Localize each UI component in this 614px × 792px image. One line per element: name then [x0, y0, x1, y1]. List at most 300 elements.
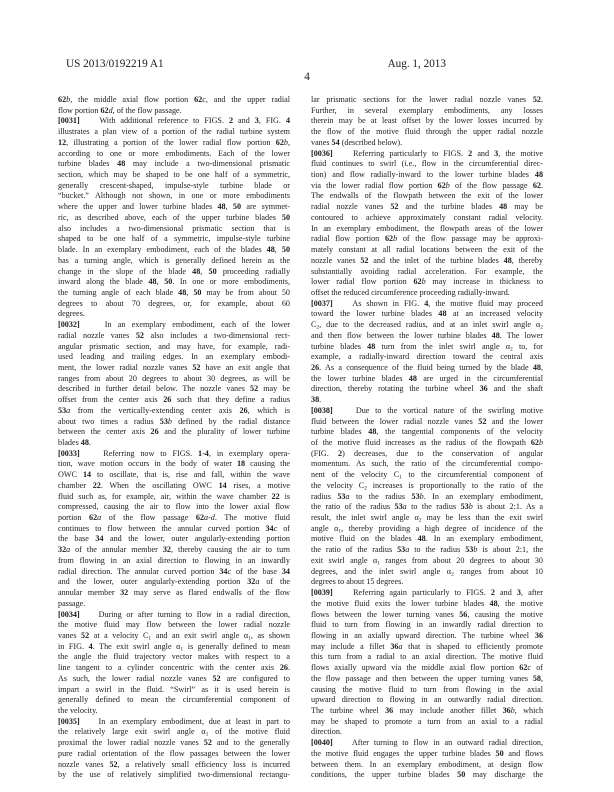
bold-ref: 52	[81, 630, 90, 640]
text-line	[311, 224, 543, 235]
text-line	[58, 760, 290, 771]
text-run: fluid between the lower radial nozzle vanes	[311, 416, 479, 426]
text-line	[58, 481, 290, 492]
text-line	[58, 191, 290, 202]
bold-ref: 34	[265, 523, 274, 533]
bold-ref: 48	[192, 266, 201, 276]
bold-ref: 2	[338, 448, 343, 458]
text-run: b	[468, 502, 473, 512]
text-run: degrees, and the inlet swirl angle α	[311, 566, 452, 576]
text-run: shaped to be one half of a symmetric, impulse-style turbine	[58, 234, 290, 244]
text-line	[311, 138, 543, 149]
text-run: , the tangential components of the velocity	[376, 427, 543, 437]
text-run: the lower turbine blades	[311, 373, 409, 383]
bold-ref: 1-4	[198, 448, 209, 458]
bold-ref: 48	[217, 202, 226, 212]
text-line	[58, 524, 290, 535]
text-run: b	[421, 277, 426, 287]
text-line	[58, 685, 290, 696]
bold-ref: 48	[80, 438, 89, 447]
text-line	[311, 770, 543, 781]
text-run: may be from about 50	[201, 287, 290, 297]
text-run: , due to the decreased radius, and at an inlet swirl angle α	[319, 320, 541, 330]
text-run: this turn from a radial to an axial direction. The motive fluid	[311, 652, 543, 662]
text-column-right	[311, 95, 543, 781]
text-run: and the inlet of the turbine blades	[368, 255, 504, 265]
text-line	[311, 159, 543, 170]
text-run: ,	[540, 673, 543, 683]
text-run: and the lower, outer angularly-extending portion	[103, 534, 290, 544]
text-run: is about 2:1, the	[477, 545, 543, 555]
text-run: via the lower radial flow portion	[311, 180, 438, 190]
text-run: the motive fluid exits the lower turbine blades	[311, 598, 490, 608]
text-run: are configured to	[220, 673, 290, 683]
text-run: conditions, the upper turbine blades	[311, 770, 458, 780]
bold-ref: 14	[218, 480, 227, 490]
text-run: a	[66, 545, 71, 555]
text-run: of	[277, 523, 290, 533]
bold-ref: 62	[58, 95, 67, 104]
text-run: ,	[274, 245, 282, 255]
text-line	[311, 127, 543, 138]
text-run: proximal the lower radial nozzle vanes	[58, 738, 204, 748]
text-run: fluid to turn from flowing in an inwardly radial direction to	[311, 620, 543, 630]
text-run: is about 2:1. As a	[472, 502, 543, 512]
text-run: may be	[507, 202, 543, 212]
text-line	[58, 352, 290, 363]
text-run: fluid continues to swirl (i.e., flow in the circumferential direc-	[311, 159, 543, 169]
text-line	[58, 588, 290, 599]
text-line	[58, 556, 290, 567]
text-run: are symmet-	[241, 202, 290, 212]
bold-ref: 53	[465, 545, 474, 555]
bold-ref: 53	[411, 491, 420, 501]
text-run: a	[402, 502, 407, 512]
text-run: , the motive fluid may proceed	[428, 298, 543, 308]
subscript: 2	[364, 485, 367, 492]
text-run: the base	[58, 534, 96, 544]
text-run: exit swirl angle α	[311, 555, 378, 565]
text-run: degrees to about 70 degrees, or, for example, about 60	[58, 298, 290, 308]
text-run: In an exemplary embodiment, due at least in part to	[79, 716, 290, 726]
bold-ref: 3	[494, 148, 499, 158]
text-line	[311, 213, 543, 224]
text-run: With additional reference to FIGS.	[79, 116, 229, 126]
text-run: the flow passage and then between the upper turning vanes	[311, 673, 533, 683]
bold-ref: 26	[279, 663, 288, 673]
text-line	[311, 717, 543, 728]
text-line	[58, 717, 290, 728]
bold-ref: 32	[247, 577, 256, 587]
bold-ref: 48	[148, 277, 157, 287]
bold-ref: 48	[491, 330, 500, 340]
bold-ref: 3	[516, 588, 521, 598]
bold-ref: 50	[232, 202, 242, 212]
text-run: also includes a two-dimensional prismatic section that is	[58, 223, 290, 233]
text-run: , thereby	[511, 255, 543, 265]
text-line	[58, 599, 290, 610]
bold-ref: 34	[95, 534, 104, 544]
text-line	[58, 159, 290, 170]
bold-ref: 53	[460, 502, 469, 512]
bold-ref: 22	[271, 491, 280, 501]
text-run: flow portion	[58, 105, 101, 115]
text-run: the ratio of the radius	[311, 502, 395, 512]
text-run: to the radius	[406, 502, 461, 512]
text-run: of the	[259, 577, 290, 587]
text-line	[58, 384, 290, 395]
text-run: blade. In an exemplary embodiment, each of the blades	[58, 245, 267, 255]
text-line	[58, 502, 290, 513]
text-line	[311, 513, 543, 524]
text-run: and to the generally	[211, 738, 290, 748]
text-run: substantially avoiding radial acceleration. For example, the	[311, 266, 543, 276]
text-run: such that they define a radius	[171, 395, 290, 405]
text-line	[58, 631, 290, 642]
text-run: flows between the lower turning vanes	[311, 609, 460, 619]
text-run: to the radius	[409, 545, 466, 555]
bold-ref: 22	[92, 480, 101, 490]
text-run: passage.	[58, 598, 86, 608]
text-line	[311, 588, 543, 599]
text-run: Referring now to FIGS.	[79, 448, 199, 458]
text-run: b	[393, 234, 398, 244]
text-run: radial direction. The annular curved portion	[58, 566, 220, 576]
text-run: ranges from about 10	[453, 566, 543, 576]
bold-ref: [0032]	[58, 320, 80, 330]
text-line	[311, 116, 543, 127]
text-run: result, the inlet swirl angle α	[311, 513, 419, 523]
text-run: The endwalls of the flowpath between the exit of the lower	[311, 191, 543, 201]
text-run: , the motive	[497, 598, 543, 608]
text-run: ric, as described above, each of the upper turbine blades	[58, 212, 282, 222]
subscript: 1	[205, 731, 209, 738]
text-line	[311, 631, 543, 642]
text-run: b	[283, 137, 288, 147]
text-run: , of the flow passage.	[112, 105, 182, 115]
text-run: of the flow passage	[101, 513, 196, 523]
text-line	[58, 288, 290, 299]
text-run: direction, thereby rotating the turbine wheel	[311, 384, 480, 394]
text-run: nozzle vanes	[311, 255, 361, 265]
text-run: , the motive	[498, 148, 543, 158]
text-run: degrees to about 15 degrees.	[311, 577, 404, 587]
text-line	[58, 181, 290, 192]
text-run: , illustrating a portion of the lower radial flow portion	[66, 137, 276, 147]
text-run: and flows	[503, 748, 544, 758]
text-run: .	[540, 95, 543, 104]
bold-ref: 48	[438, 309, 447, 319]
bold-ref: 4	[88, 641, 93, 651]
text-run: blades	[58, 438, 81, 447]
text-line	[58, 213, 290, 224]
text-run: the angle the fluid trajectory vector makes with respect to a	[58, 652, 290, 662]
text-run: The turbine wheel	[311, 705, 386, 715]
text-run: defined by the radial distance	[171, 416, 290, 426]
text-line	[311, 470, 543, 481]
bold-ref: 53	[58, 405, 67, 415]
subscript: 2	[418, 517, 422, 524]
text-line	[58, 374, 290, 385]
text-line	[311, 438, 543, 449]
text-run: , as shown	[250, 630, 290, 640]
text-line	[311, 384, 543, 395]
text-line	[58, 770, 290, 781]
text-run: chamber	[58, 480, 93, 490]
text-run: c	[527, 663, 531, 673]
text-run: a	[405, 545, 410, 555]
text-line	[311, 256, 543, 267]
bold-ref: 48	[367, 341, 376, 351]
text-run: . The exit swirl angle α	[92, 641, 181, 651]
text-run: (FIG.	[311, 448, 339, 458]
text-line	[58, 492, 290, 503]
bold-ref: 50	[208, 266, 217, 276]
text-run: offset from the center axis	[58, 395, 164, 405]
text-line	[311, 288, 543, 299]
text-line	[58, 277, 290, 288]
text-run: a-d	[204, 513, 215, 523]
bold-ref: 52	[109, 759, 118, 769]
text-run: mately constant at all radial locations between the exit of the	[311, 245, 543, 255]
bold-ref: 4	[285, 116, 290, 126]
bold-ref: 62	[532, 180, 541, 190]
text-line	[58, 363, 290, 374]
text-line	[311, 556, 543, 567]
bold-ref: 32	[58, 545, 67, 555]
text-run: about two times a radius	[58, 416, 160, 426]
bold-ref: 2	[490, 588, 495, 598]
text-run: b	[445, 180, 450, 190]
text-run: angle α	[311, 523, 339, 533]
bold-ref: 14	[82, 470, 92, 480]
text-line	[58, 170, 290, 181]
text-run: pure radial orientation of the flow passages between the lower	[58, 748, 290, 758]
text-run: c	[227, 566, 232, 576]
text-line	[58, 342, 290, 353]
text-line	[58, 449, 290, 460]
text-run: .	[540, 180, 543, 190]
text-run: ranges from about 20 degrees to about 30	[379, 555, 543, 565]
bold-ref: 52	[135, 330, 144, 340]
text-run: described in further detail below. The nozzle vanes	[58, 384, 250, 394]
text-run: of	[530, 663, 543, 673]
bold-ref: 36	[502, 705, 511, 715]
text-run: (described below).	[339, 137, 403, 147]
text-line	[311, 191, 543, 202]
text-line	[58, 427, 290, 438]
text-run: between them. In an exemplary embodiment, at design flow	[311, 759, 543, 769]
text-run: , the middle axial flow portion	[70, 95, 195, 104]
bold-ref: 3	[254, 116, 259, 126]
text-run: and the turbine blades	[398, 202, 500, 212]
text-run: , FIG.	[258, 116, 286, 126]
text-run: Referring particularly to FIGS.	[332, 148, 469, 158]
bold-ref: 26	[311, 362, 320, 372]
bold-ref: 50	[193, 287, 202, 297]
bold-ref: 62	[413, 277, 422, 287]
text-run: may be shaped to promote a turn from an axial to a radial	[311, 716, 543, 726]
text-line	[311, 492, 543, 503]
bold-ref: 62	[195, 513, 205, 523]
text-run: “bucket.” Although not shown, in one or more embodiments	[58, 191, 290, 201]
text-run: rises, a motive	[226, 480, 290, 490]
text-run: according to one or more embodiments. Each of the lower	[58, 148, 290, 158]
bold-ref: 50	[164, 277, 173, 287]
bold-ref: 53	[159, 416, 168, 426]
bold-ref: 48	[534, 170, 543, 180]
text-run: to, for	[512, 341, 543, 351]
text-run: may discharge the	[465, 770, 543, 780]
text-line	[311, 320, 543, 331]
bold-ref: 53	[397, 545, 406, 555]
text-line	[311, 749, 543, 760]
bold-ref: 2	[468, 148, 473, 158]
text-line	[58, 267, 290, 278]
text-run: to the circumferential component of	[401, 470, 543, 480]
text-run: where the upper and lower turbine blades	[58, 202, 218, 212]
text-line	[311, 234, 543, 245]
subscript: 2	[510, 346, 513, 353]
text-run: may include a two-dimensional prismatic	[125, 159, 290, 169]
text-run: the velocity C	[311, 480, 365, 490]
text-run: generally defined to mean the circumferential component of	[58, 695, 290, 705]
text-line	[311, 760, 543, 771]
bold-ref: 48	[368, 427, 377, 437]
text-run: from the vertically-extending center axis	[70, 405, 240, 415]
text-run: After turning to flow in an outward radial direction,	[332, 738, 543, 748]
text-line	[58, 695, 290, 706]
text-run: a	[66, 405, 71, 415]
text-line	[58, 706, 290, 717]
text-line	[58, 331, 290, 342]
bold-ref: 52	[203, 738, 212, 748]
bold-ref: 53	[394, 502, 403, 512]
bold-ref: 52	[212, 673, 221, 683]
bold-ref: 48	[532, 362, 541, 372]
text-line	[58, 738, 290, 749]
bold-ref: 34	[281, 566, 290, 576]
text-run: turbine blades	[311, 341, 368, 351]
text-line	[311, 685, 543, 696]
text-run: at an increased velocity	[446, 309, 543, 319]
bold-ref: 32	[162, 545, 171, 555]
bold-ref: 62	[275, 137, 284, 147]
page-number: 4	[304, 71, 310, 83]
bold-ref: 50	[495, 748, 504, 758]
text-run: As such, the lower radial nozzle vanes	[58, 673, 213, 683]
text-line	[58, 245, 290, 256]
text-run: Further, in several exemplary embodiments, any losses	[311, 105, 543, 115]
bold-ref: 36	[534, 630, 543, 640]
bold-ref: 34	[219, 566, 228, 576]
text-run: , a relatively small efficiency loss is incurred	[117, 759, 290, 769]
text-line	[311, 545, 543, 556]
text-line	[311, 459, 543, 470]
text-run: . When the oscillating OWC	[100, 480, 219, 490]
text-run: b	[473, 545, 478, 555]
text-run: line tangent to a cylinder concentric with the center axis	[58, 663, 280, 673]
text-run: In an exemplary embodiment, each of the lower	[79, 320, 290, 330]
text-run: d	[108, 105, 113, 115]
text-line	[58, 224, 290, 235]
publication-date: Aug. 1, 2013	[387, 58, 446, 70]
text-run: has a turning angle, which is generally defined herein as the	[58, 255, 290, 265]
text-run: , thereby providing a high degree of incidence of the	[341, 523, 544, 533]
bold-ref: 50	[281, 245, 290, 255]
bold-ref: 62	[194, 95, 203, 104]
text-run: degrees.	[58, 309, 85, 319]
text-line	[58, 652, 290, 663]
text-line	[58, 256, 290, 267]
subscript: 1	[399, 474, 402, 481]
text-line	[58, 127, 290, 138]
publication-number: US 2013/0192219 A1	[66, 58, 164, 70]
bold-ref: 62	[519, 663, 528, 673]
text-run: causing the motive fluid to turn from flowing in the axial	[311, 684, 543, 694]
bold-ref: 52	[250, 384, 259, 394]
bold-ref: 48	[417, 534, 426, 544]
text-run: at a velocity C	[89, 630, 149, 640]
text-line	[311, 481, 543, 492]
text-line	[311, 170, 543, 181]
text-line	[311, 181, 543, 192]
text-run: toward the lower turbine blades	[311, 309, 439, 319]
subscript: 1	[148, 635, 152, 642]
text-line	[58, 470, 290, 481]
text-run: section, which may be shaped to be one half of a symmetric,	[58, 170, 290, 180]
text-run: and the lower	[486, 416, 543, 426]
text-line	[311, 567, 543, 578]
text-run: of the flow passage	[449, 180, 533, 190]
text-run: , and the upper radial	[205, 95, 290, 104]
bold-ref: 36	[479, 384, 488, 394]
text-line	[311, 610, 543, 621]
text-line	[311, 267, 543, 278]
text-line	[311, 534, 543, 545]
text-run: increases is proportionally to the ratio of the	[366, 480, 543, 490]
text-run: example, a radially-inward direction toward the central axis	[311, 352, 543, 362]
text-run: and	[233, 116, 255, 126]
text-line	[58, 620, 290, 631]
text-line	[58, 545, 290, 556]
bold-ref: 52	[360, 255, 369, 265]
text-run: In an exemplary embodiment, the flowpath areas of the lower	[311, 223, 543, 233]
text-run: ,	[287, 137, 290, 147]
text-run: a	[345, 491, 350, 501]
text-line	[58, 106, 290, 117]
bold-ref: 48	[408, 373, 417, 383]
bold-ref: 38	[311, 395, 320, 405]
text-run: b	[167, 416, 172, 426]
text-line	[311, 524, 543, 535]
bold-ref: [0034]	[58, 609, 80, 619]
text-run: b	[419, 491, 424, 501]
bold-ref: 48	[489, 598, 498, 608]
text-run: ) decreases, due to the conservation of angular	[342, 448, 543, 458]
subscript: 2	[540, 324, 543, 331]
text-run: also includes a two-dimensional rect-	[143, 330, 291, 340]
text-run: , which is	[247, 405, 291, 415]
bold-ref: 54	[331, 137, 340, 147]
text-line	[58, 138, 290, 149]
text-line	[311, 695, 543, 706]
text-line	[311, 352, 543, 363]
bold-ref: 32	[120, 588, 129, 598]
text-line	[311, 374, 543, 385]
text-run: , which	[514, 705, 544, 715]
text-line	[58, 513, 290, 524]
